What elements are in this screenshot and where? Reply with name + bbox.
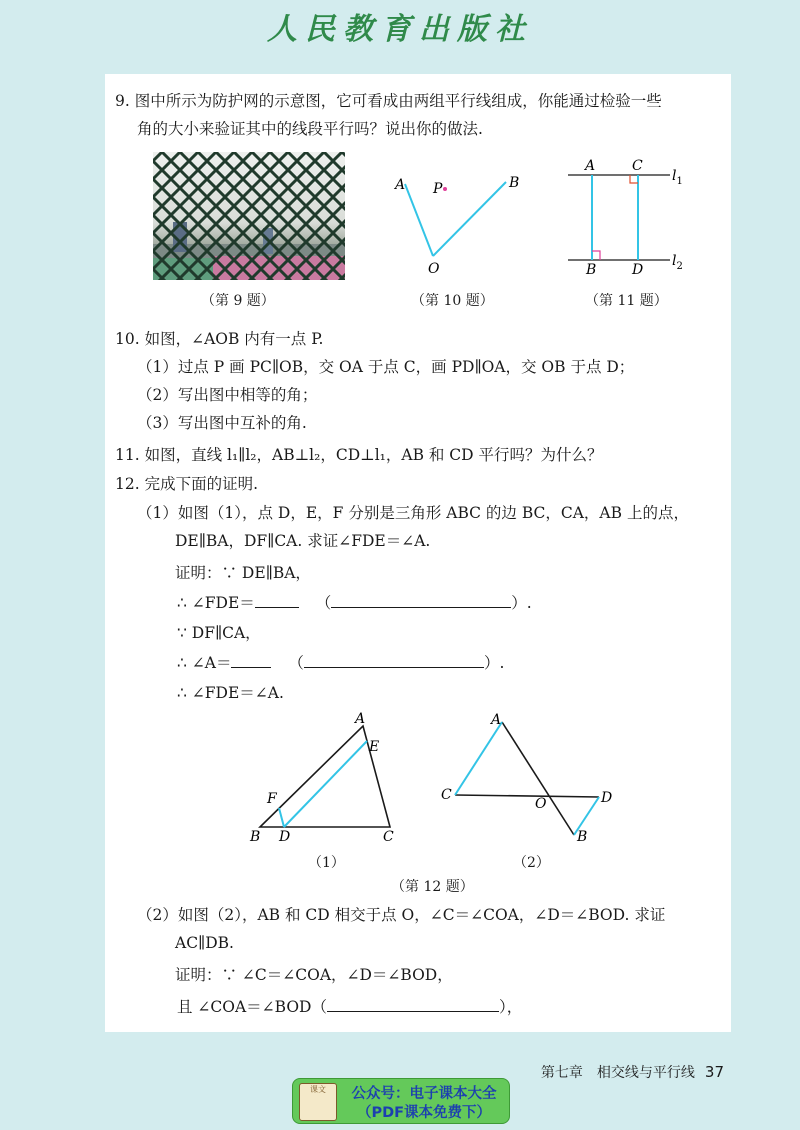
paren-close: ）， <box>498 998 523 1016</box>
problem-11-stem: 11. 如图，直线 l₁∥l₂，AB⊥l₂，CD⊥l₁，AB 和 CD 平行吗？为什么？ <box>115 446 603 464</box>
problem-9-line2: 角的大小来验证其中的线段平行吗？说出你的做法. <box>137 120 483 138</box>
caption-fig9: （第 9 题） <box>201 293 275 309</box>
figure-12-2 <box>433 710 623 846</box>
proof1-step2 <box>177 592 532 614</box>
caption-fig10: （第 10 题） <box>411 293 494 309</box>
problem-12-part1-line2: DE∥BA，DF∥CA. 求证∠FDE＝∠A. <box>175 532 431 550</box>
paren-open: （ <box>315 594 332 612</box>
label-c: C <box>632 158 643 174</box>
label-o: O <box>428 261 440 277</box>
problem-10-step2: （2）写出图中相等的角； <box>137 386 318 404</box>
page-number: 37 <box>704 1063 724 1081</box>
figure-11 <box>560 156 690 276</box>
label-a: A <box>585 158 596 174</box>
problem-9-line1: 9. 图中所示为防护网的示意图，它可看成由两组平行线组成，你能通过检验一些 <box>115 92 662 110</box>
banner-line1: 公众号：电子课本大全 <box>351 1086 497 1102</box>
publisher-logo: 人民教育出版社 <box>267 12 533 47</box>
point-p-dot <box>443 187 447 191</box>
problem-12-stem: 12. 完成下面的证明. <box>115 475 259 493</box>
label-b: B <box>509 175 520 191</box>
label-c: C <box>383 829 394 845</box>
label-d: D <box>632 262 644 276</box>
fence-photo <box>153 152 345 280</box>
page-footer <box>541 1062 724 1082</box>
answer-blank-angle[interactable] <box>255 592 299 608</box>
figure-10 <box>385 160 535 280</box>
label-a: A <box>355 711 366 727</box>
problem-10-stem: 10. 如图，∠AOB 内有一点 P. <box>115 330 324 348</box>
label-b: B <box>577 829 588 845</box>
paren-close: ）. <box>483 654 505 672</box>
proof2-step2 <box>177 996 522 1018</box>
label-l1: $l_1$ <box>672 168 683 187</box>
textbook-page <box>105 74 731 1032</box>
proof2-step1: 证明：∵ ∠C＝∠COA，∠D＝∠BOD， <box>175 966 453 984</box>
problem-10-step3: （3）写出图中互补的角. <box>137 414 307 432</box>
answer-blank-reason[interactable] <box>304 652 484 668</box>
label-b: B <box>250 829 261 845</box>
label-o: O <box>535 796 547 812</box>
label-e: E <box>369 739 380 755</box>
label-a: A <box>491 712 502 728</box>
figure-12-1 <box>243 710 403 846</box>
proof1-step3: ∵ DF∥CA， <box>177 624 261 642</box>
chapter-title: 第七章 相交线与平行线 <box>540 1065 695 1081</box>
label-c: C <box>441 787 452 803</box>
caption-fig12: （第 12 题） <box>391 879 474 895</box>
caption-sub2: （2） <box>513 855 550 871</box>
caption-sub1: （1） <box>308 855 345 871</box>
paren-open: （ <box>288 654 304 672</box>
proof1-step4-text: ∴ ∠A＝ <box>177 654 232 672</box>
proof1-step1: 证明：∵ DE∥BA， <box>175 564 311 582</box>
proof1-step4 <box>177 652 504 674</box>
proof1-step5: ∴ ∠FDE＝∠A. <box>177 684 284 702</box>
problem-10-step1: （1）过点 P 画 PC∥OB，交 OA 于点 C，画 PD∥OA，交 OB 于点 D； <box>137 358 635 376</box>
answer-blank-angle[interactable] <box>231 652 271 668</box>
caption-fig11: （第 11 题） <box>585 293 668 309</box>
label-f: F <box>267 791 277 807</box>
paren-close: ）. <box>511 594 532 612</box>
label-d: D <box>601 790 613 806</box>
problem-12-part2-line2: AC∥DB. <box>175 934 234 952</box>
proof1-step2-text: ∴ ∠FDE＝ <box>177 594 255 612</box>
label-a: A <box>395 177 406 193</box>
answer-blank-reason[interactable] <box>331 592 511 608</box>
problem-12-part1-line1: （1）如图（1），点 D，E，F 分别是三角形 ABC 的边 BC，CA，AB 上的点， <box>137 504 689 522</box>
problem-12-part2-line1: （2）如图（2），AB 和 CD 相交于点 O，∠C＝∠COA，∠D＝∠BOD. 求证 <box>137 906 666 924</box>
label-b: B <box>586 262 597 276</box>
book-icon-text: 课文 <box>310 1085 326 1094</box>
book-icon <box>299 1083 337 1121</box>
label-p: P <box>433 181 443 197</box>
label-d: D <box>279 829 291 845</box>
answer-blank-reason[interactable] <box>327 996 499 1012</box>
banner-line2: （PDF课本免费下） <box>356 1105 492 1121</box>
label-l2: $l_2$ <box>672 253 683 272</box>
promo-banner[interactable] <box>292 1078 510 1124</box>
proof2-step2-text: 且 ∠COA＝∠BOD（ <box>177 998 327 1016</box>
